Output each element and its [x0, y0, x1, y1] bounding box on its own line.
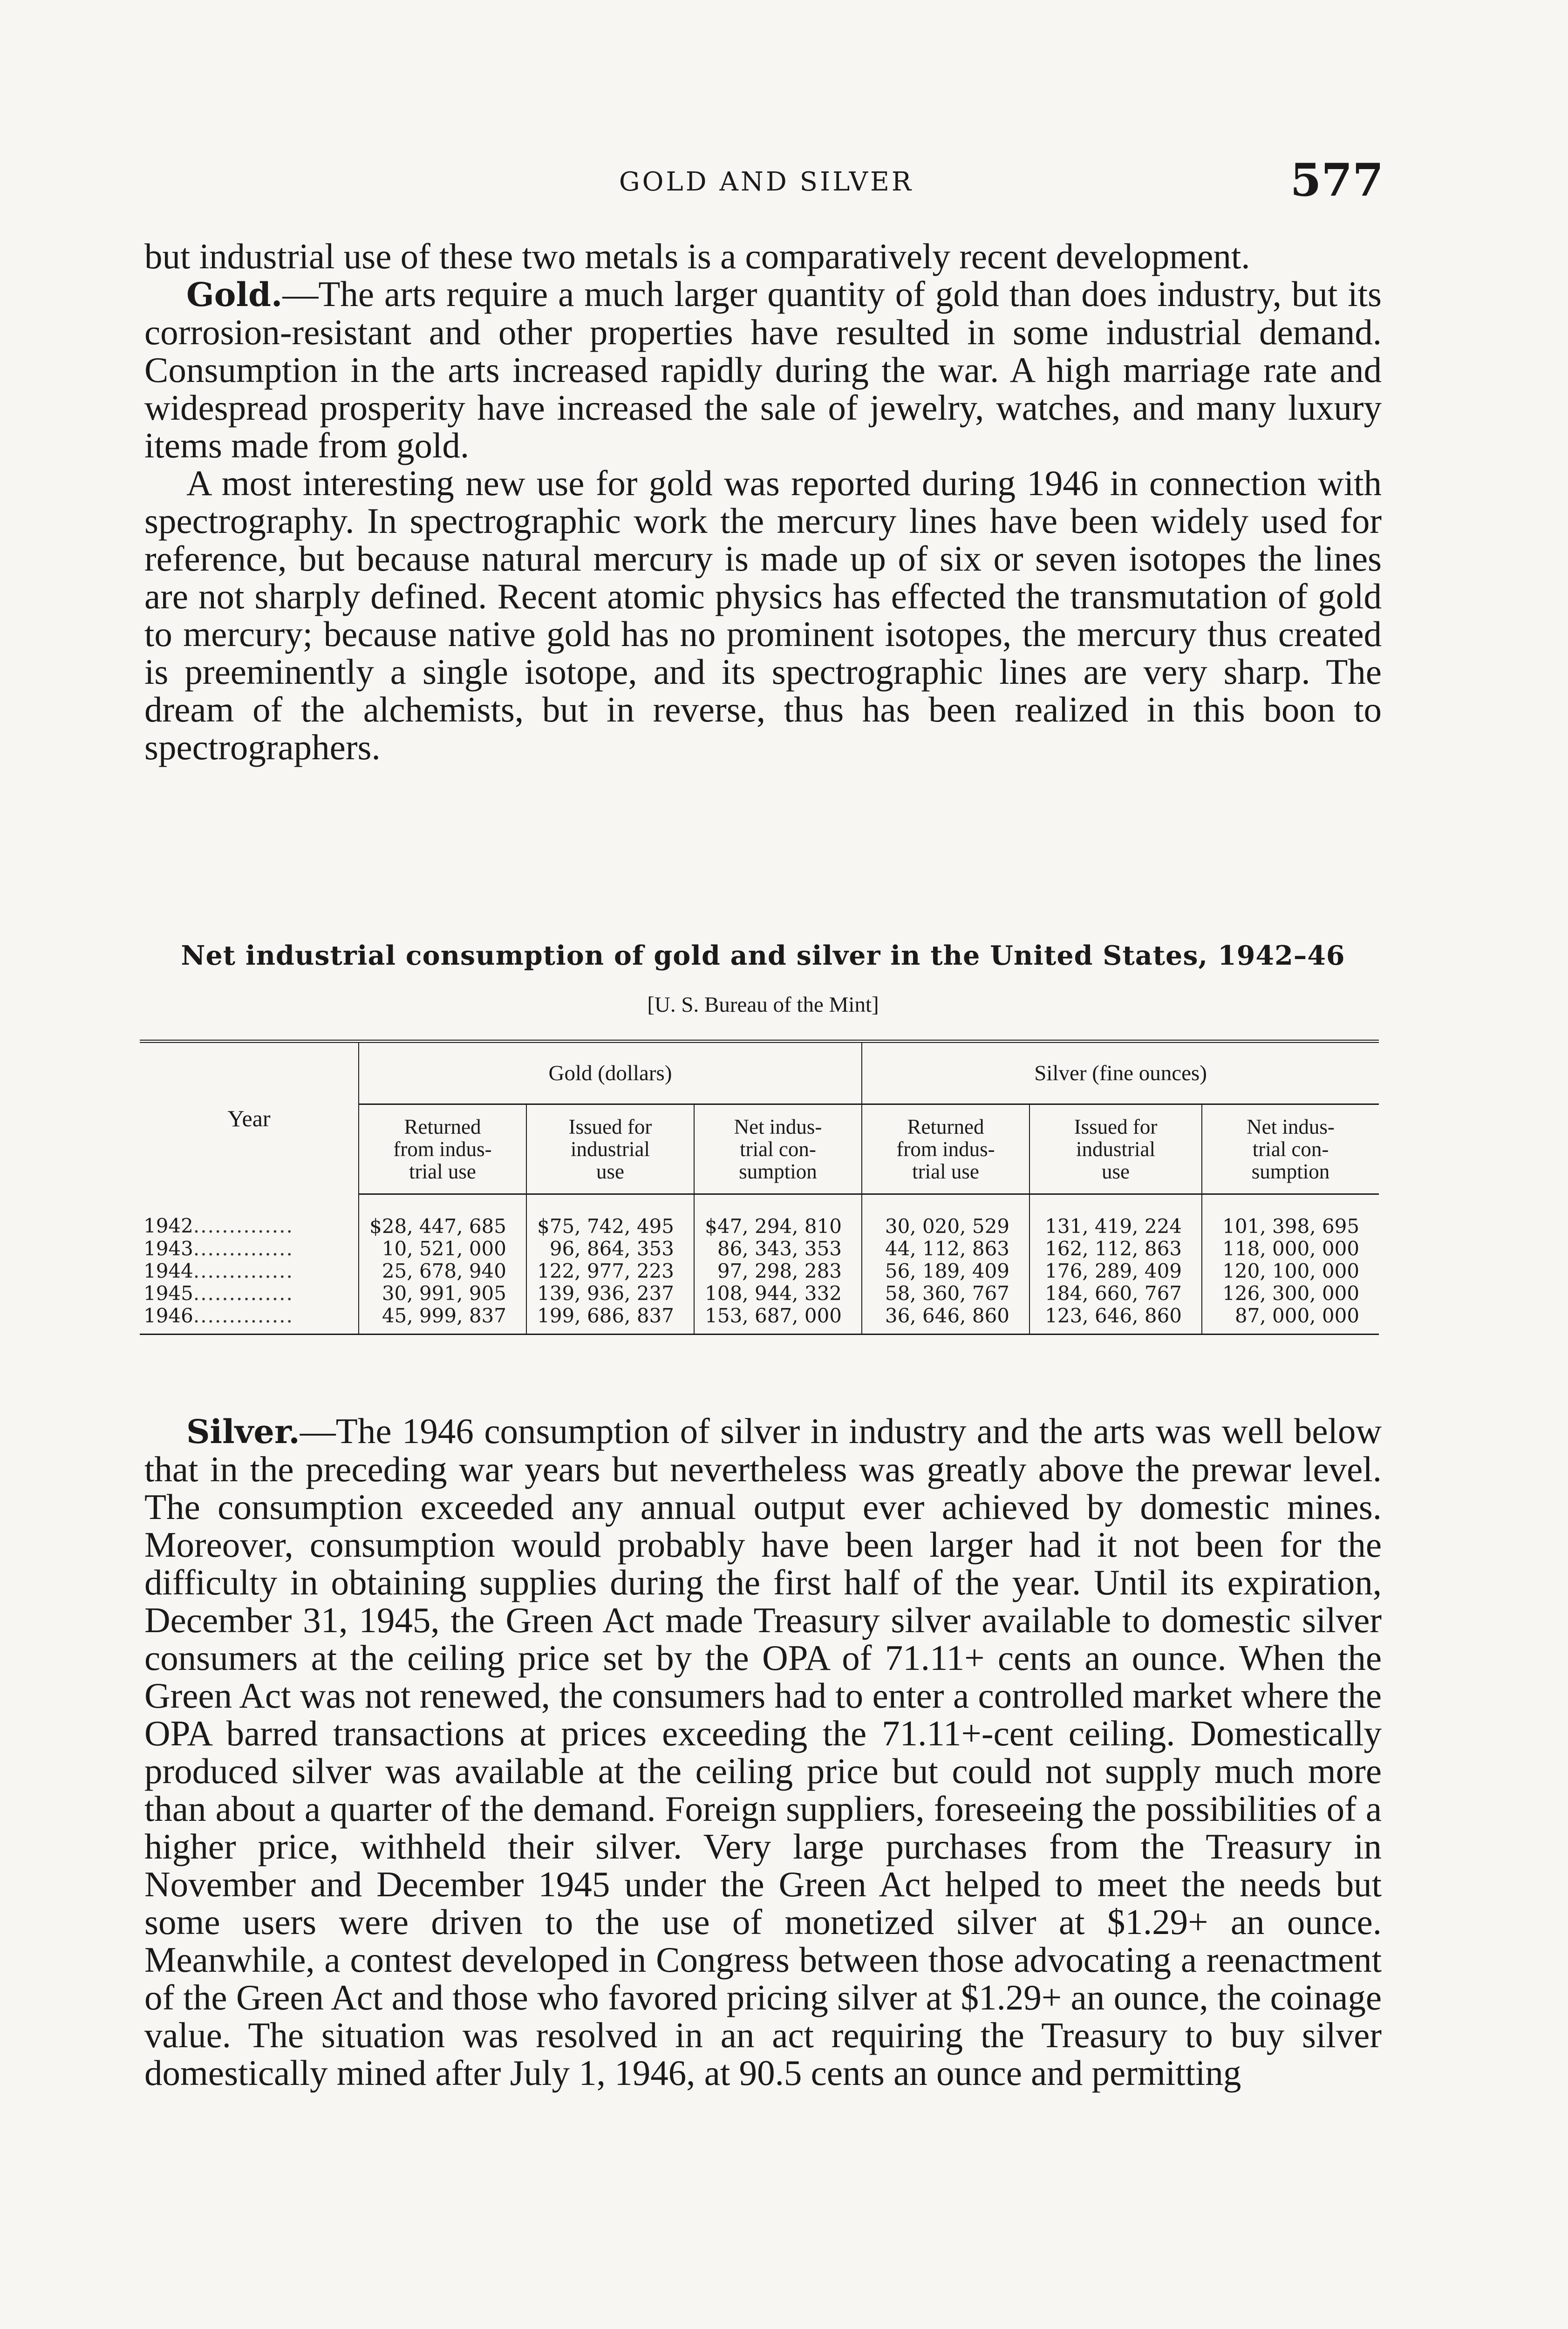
silver-issued-cell: 123, 646, 860 — [1029, 1305, 1202, 1335]
gold-issued-cell: 139, 936, 237 — [526, 1282, 694, 1305]
silver-group-header: Silver (fine ounces) — [862, 1042, 1379, 1104]
silver-returned-cell: 56, 189, 409 — [862, 1260, 1029, 1282]
running-title: GOLD AND SILVER — [619, 167, 914, 197]
gold-group-header: Gold (dollars) — [359, 1042, 862, 1104]
silver-net-cell: 101, 398, 695 — [1222, 1215, 1360, 1238]
silver-issued-cell: 176, 289, 409 — [1029, 1260, 1202, 1282]
table-row — [140, 1238, 1379, 1260]
gold-net-cell: $47, 294, 810 — [694, 1194, 862, 1238]
table-title: Net industrial consumption of gold and silver in the United States, 1942–46 — [181, 940, 1345, 971]
silver-text: —The 1946 consumption of silver in industry and the arts was well below that in the preceding war years but nevertheless was greatly above the prewar level. The consumption exceeded any annual output ever achieved by domestic mines. Moreover, consumption would probably have been larger had it not been for the difficulty in obtaining supplies during the first half of the year. Until its expiration, December 31, 1945, the Green Act made Treasury silver available to domestic silver consumers at the ceiling price set by the OPA of 71.11+ cents an ounce. When the Green Act was not renewed, the consumers had to enter a controlled market where the OPA barred transactions at prices exceeding the 71.11+-cent ceiling. Domestically produced silver was available at the ceiling price but could not supply much more than about a quarter of the demand. Foreign suppliers, foreseeing the possibilities of a higher price, withheld their silver. Very large purchases from the Treasury in November and December 1945 under the Green Act helped to meet the needs but some users were driven to the use of monetized silver at $1.29+ an ounce. Meanwhile, a contest developed in Congress between those advocating a reenactment of the Green Act and those who favored pricing silver at $1.29+ an ounce, the coinage value. The situation was resolved in an act requiring the Treasury to buy silver domestically mined after July 1, 1946, at 90.5 cents an ounce and permitting — [144, 1411, 1382, 2093]
table-row — [140, 1282, 1379, 1305]
gold-issued-header: Issued for industrial use — [526, 1104, 694, 1194]
year-cell: 1944.............. — [140, 1260, 359, 1282]
paragraph-silver — [144, 1412, 1382, 2092]
gold-issued-cell: 122, 977, 223 — [526, 1260, 694, 1282]
paragraph-intro-end: but industrial use of these two metals is a comparatively recent development. — [144, 236, 1250, 276]
gold-net-cell: 153, 687, 000 — [694, 1305, 862, 1335]
table-row — [140, 1194, 1379, 1238]
silver-returned-cell: 58, 360, 767 — [862, 1282, 1029, 1305]
silver-returned-cell: 36, 646, 860 — [862, 1305, 1029, 1335]
silver-net-cell: 120, 100, 000 — [1222, 1260, 1360, 1282]
silver-returned-header: Returned from indus- trial use — [862, 1104, 1029, 1194]
gold-net-header: Net indus- trial con- sumption — [694, 1104, 862, 1194]
table-row — [140, 1305, 1379, 1335]
gold-returned-cell: 30, 991, 905 — [359, 1282, 526, 1305]
silver-issued-cell: 131, 419, 224 — [1029, 1194, 1202, 1238]
silver-issued-cell: 184, 660, 767 — [1029, 1282, 1202, 1305]
gold-net-cell: 86, 343, 353 — [694, 1238, 862, 1260]
gold-issued-cell: 96, 864, 353 — [526, 1238, 694, 1260]
gold-issued-cell: $75, 742, 495 — [526, 1194, 694, 1238]
gold-text: —The arts require a much larger quantity of gold than does industry, but its corrosion-resistant and other properties have resulted in some industrial demand. Consumption in the arts increased rapidly during the war. A high marriage rate and widespread prosperity have increased the sale of jewelry, watches, and many luxury items made from gold. — [144, 274, 1382, 465]
running-head — [149, 154, 1384, 205]
year-header: Year — [140, 1042, 359, 1194]
table-source: [U. S. Bureau of the Mint] — [647, 993, 879, 1017]
paragraph-spectrography: A most interesting new use for gold was reported during 1946 in connection with spectrography. In spectrographic work the mercury lines have been widely used for reference, but because natural mercury is made up of six or seven isotopes the lines are not sharply defined. Recent atomic physics has effected the transmutation of gold to mercury; because native gold has no prominent isotopes, the mercury thus created is preeminently a single isotope, and its spectrographic lines are very sharp. The dream of the alchemists, but in reverse, thus has been realized in this boon to spectrographers. — [144, 463, 1382, 767]
silver-issued-header: Issued for industrial use — [1029, 1104, 1202, 1194]
gold-issued-cell: 199, 686, 837 — [526, 1305, 694, 1335]
gold-returned-cell: $28, 447, 685 — [359, 1194, 526, 1238]
gold-returned-cell: 10, 521, 000 — [359, 1238, 526, 1260]
top-text-block — [144, 238, 1382, 766]
gold-returned-header: Returned from indus- trial use — [359, 1104, 526, 1194]
silver-net-cell: 118, 000, 000 — [1222, 1237, 1360, 1260]
silver-net-cell: 126, 300, 000 — [1222, 1282, 1360, 1305]
gold-net-cell: 97, 298, 283 — [694, 1260, 862, 1282]
year-cell: 1945.............. — [140, 1282, 359, 1305]
bottom-text-block — [144, 1412, 1382, 2092]
silver-net-cell: 87, 000, 000 — [1202, 1305, 1379, 1335]
year-cell: 1942.............. — [140, 1194, 359, 1238]
table-row — [140, 1260, 1379, 1282]
silver-returned-cell: 30, 020, 529 — [862, 1194, 1029, 1238]
gold-returned-cell: 25, 678, 940 — [359, 1260, 526, 1282]
silver-heading: Silver. — [186, 1412, 300, 1451]
silver-issued-cell: 162, 112, 863 — [1029, 1238, 1202, 1260]
gold-net-cell: 108, 944, 332 — [694, 1282, 862, 1305]
silver-net-header: Net indus- trial con- sumption — [1202, 1104, 1379, 1194]
year-cell: 1943.............. — [140, 1238, 359, 1260]
year-cell: 1946.............. — [140, 1305, 359, 1335]
page-number: 577 — [1290, 154, 1384, 206]
silver-returned-cell: 44, 112, 863 — [862, 1238, 1029, 1260]
gold-returned-cell: 45, 999, 837 — [359, 1305, 526, 1335]
consumption-table — [140, 1040, 1379, 1335]
paragraph-gold — [144, 275, 1382, 464]
gold-heading: Gold. — [186, 275, 283, 314]
